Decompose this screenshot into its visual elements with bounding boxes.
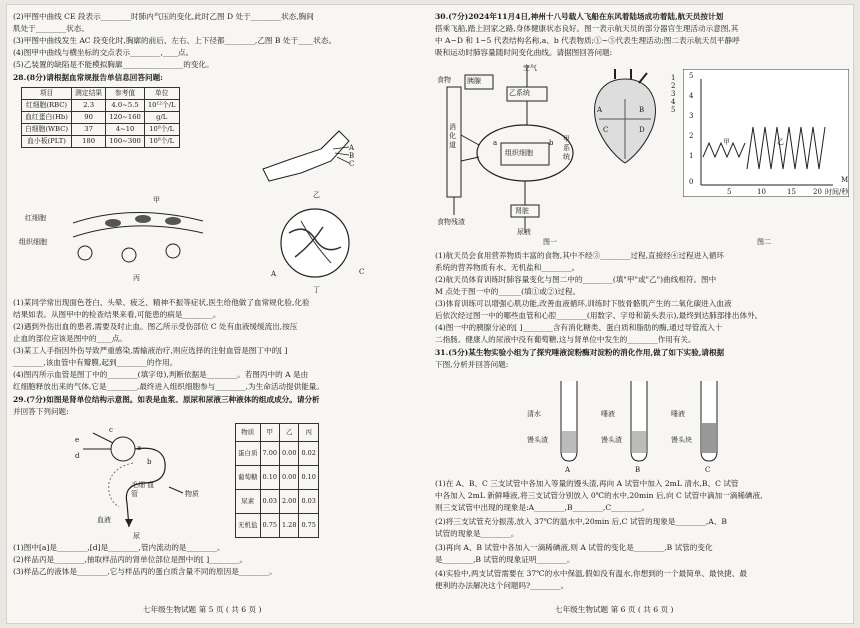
q28-line: (4)图丙所示血管是图丁中的________(填字母),判断依据是________。若图丙中的 A 是由: [13, 370, 309, 379]
chart-ytick: 1: [689, 152, 694, 160]
table-header: 甲: [260, 424, 279, 442]
q31-heading: 下图,分析并回答问题:: [435, 360, 509, 369]
capillary-figure: [73, 203, 203, 265]
table-header: 单位: [144, 88, 179, 100]
tube-b-name: B: [635, 466, 641, 474]
q29-line: (3)样品乙的液体是________,它与样品丙的蛋白质含量不同的原因是________。: [13, 567, 277, 576]
table-cell: 4.0~5.5: [106, 100, 145, 112]
table-header: 物质: [236, 424, 261, 442]
blood-report-table: [21, 87, 180, 148]
q30-line: M 点处于图一中的______(填①或②)过程。: [435, 287, 581, 296]
table-cell: 10¹²个/L: [144, 100, 179, 112]
q28-line: (1)某同学常出现面色苍白、头晕、疲乏、精神不振等症状,医生给他做了血常规化验,化验: [13, 298, 310, 307]
q31-line: 中各加入 2mL 新鲜唾液,将三支试管分别放入 0℃的水中,20min 后,向 C 试管中滴加一滴稀碘液,: [435, 491, 763, 500]
chart-xtick: 10: [757, 188, 766, 196]
q29-heading: 并回答下列问题:: [13, 407, 69, 416]
chart-xtick: 20: [813, 188, 822, 196]
q28-line: 红细胞释放出来的气体,它是________,最终进入组织细胞参与________,为生命活动提供能量。: [13, 382, 324, 391]
fig1-label-system-b: 乙系统: [509, 89, 530, 97]
kidney-label-c: c: [109, 426, 113, 434]
table-cell: 100~300: [106, 136, 145, 148]
q31-line: (3)再向 A、B 试管中各加入一滴稀碘液,则 A 试管的变化是________,B 试管的变化: [435, 543, 713, 552]
table-cell: g/L: [144, 112, 179, 124]
q29-line: (2)样品丙是________,抽取样品丙的肾单位部位是图中的[ ]________。: [13, 555, 248, 564]
leg-wound-figure: [261, 101, 371, 191]
table-cell: 蛋白质: [236, 442, 261, 466]
q29-heading: 29.(7分)如图是肾单位结构示意图。如表是血浆、原尿和尿液三种液体的组成成分。请分析: [13, 395, 320, 404]
table-row: [22, 112, 180, 124]
q27-line: 肌处于________状态。: [13, 24, 89, 33]
kidney-label-capillary: 毛细 血管: [131, 481, 155, 498]
q31-line: (4)实验中,两支试管需要在 37℃的水中保温,假如没有温水,你想到的一个最简单、最快捷、最: [435, 569, 747, 578]
table-cell: 90: [72, 112, 106, 124]
label-red-cell: 红细胞: [25, 214, 46, 222]
q31-line: 则三支试管中出现的现象是:A________,B________,C________。: [435, 503, 650, 512]
q28-line: 止血的部位应该是图中的____点。: [13, 334, 127, 343]
table-cell: 10⁹个/L: [144, 136, 179, 148]
chart-point-m: M: [841, 176, 849, 184]
table-cell: 红细胞(RBC): [22, 100, 72, 112]
table-cell: 0.10: [299, 466, 318, 490]
heart-label: 4: [671, 98, 676, 106]
q27-line: (2)甲图中曲线 CE 段表示________时肺内气压的变化,此时乙图 D 处于________状态,胸间: [13, 12, 314, 21]
heart-label: 5: [671, 106, 676, 114]
label-c: C: [349, 160, 355, 168]
tube-c-name: C: [705, 466, 711, 474]
q30-line: (1)航天员会食用营养物质丰富的食物,其中不经③________过程,直接经④过程进入循环: [435, 251, 724, 260]
table-cell: 尿素: [236, 490, 261, 514]
q30-line: 二指肠。健康人的尿液中没有葡萄糖,这与肾单位中发生的________作用有关。: [435, 335, 696, 344]
table-cell: 无机盐: [236, 514, 261, 538]
heart-label: B: [639, 106, 645, 114]
fig1-label-kidney: 肾脏: [515, 207, 529, 215]
q28-line: ________,该血管中有瓣膜,起到________的作用。: [13, 358, 178, 367]
q31-heading: 31.(5分)某生物实验小组为了探究唾液淀粉酶对淀粉的消化作用,做了如下实验,请根据: [435, 348, 725, 357]
label-a2: A: [271, 270, 277, 278]
table-cell: 0.75: [299, 514, 318, 538]
tube-b-bottom-label: 馒头渣: [601, 436, 622, 444]
chart-legend-jia: 甲: [723, 138, 730, 146]
q31-line: (1)在 A、B、C 三支试管中各加入等量的馒头渣,再向 A 试管中加入 2mL 清水,B、C 试管: [435, 479, 739, 488]
kidney-label-d: d: [75, 452, 80, 460]
q30-intro: 吸和运动时肺容量随时间变化曲线。请据图回答问题:: [435, 48, 613, 57]
q30-line: (3)体育训练可以增强心肌功能,改善血液循环,训练时下肢骨骼肌产生的二氧化碳进入血液: [435, 299, 732, 308]
chart-xtick: 15: [787, 188, 796, 196]
vessel-cross-figure: [275, 203, 355, 283]
fig1-label-urine: 尿液: [517, 228, 531, 236]
exam-sheet: [6, 4, 854, 624]
tube-a-bottom-label: 馒头渣: [527, 436, 548, 444]
q27-line: (3)甲图中曲线发生 AC 段变化时,胸廓的前后、左右、上下径都________,乙图 B 处于____状态。: [13, 36, 337, 45]
table-header: 项目: [22, 88, 72, 100]
kidney-label-a: a: [137, 444, 142, 452]
table-header: 乙: [279, 424, 298, 442]
page-footer: 七年级生物试题 第 5 页 ( 共 6 页 ): [143, 605, 262, 614]
label-yi: 乙: [313, 191, 320, 199]
table-row: [22, 100, 180, 112]
kidney-label-b: b: [147, 458, 152, 466]
table-row: [22, 136, 180, 148]
heart-label: A: [597, 106, 603, 114]
tube-c-bottom-label: 馒头块: [671, 436, 692, 444]
table-cell: 0.00: [279, 442, 298, 466]
q30-line: 后依次经过图一中的哪些血管和心腔________(用数字、字母和箭头表示),最终到达肺部排出体外。: [435, 311, 763, 320]
q30-line: (2)航天员体育训练时肺容量变化与图二中的________(填"甲"或"乙")曲线相符。图中: [435, 275, 717, 284]
chart-ytick: 3: [689, 112, 694, 120]
table-cell: 1.28: [279, 514, 298, 538]
chart-xtick: 5: [727, 188, 732, 196]
fig1-label-b: b: [549, 139, 554, 147]
kidney-label-substance: 物质: [185, 490, 199, 498]
urine-composition-table: [235, 423, 319, 538]
q28-line: 结果如表。从图甲中的检查结果来看,可能患的病是________。: [13, 310, 221, 319]
chart-ytick: 0: [689, 178, 694, 186]
table-cell: 血小板(PLT): [22, 136, 72, 148]
fig1-label-system-a: 甲系统: [563, 135, 570, 161]
fig1-label-waste: 食物残渣: [437, 218, 465, 226]
table-row: [22, 124, 180, 136]
table-header: 参考值: [106, 88, 145, 100]
table-cell: 2.3: [72, 100, 106, 112]
test-tubes-figure: [545, 377, 745, 469]
page-footer: 七年级生物试题 第 6 页 ( 共 6 页 ): [555, 605, 674, 614]
table-cell: 0.10: [260, 466, 279, 490]
table-cell: 0.02: [299, 442, 318, 466]
chart-ytick: 4: [689, 92, 694, 100]
page-5: [13, 5, 431, 625]
q30-intro: 30.(7分)2024年11月4日,神州十八号载人飞船在东风着陆场成功着陆,航天员按计划: [435, 12, 724, 21]
table-cell: 葡萄糖: [236, 466, 261, 490]
table-header: 测定结果: [72, 88, 106, 100]
q31-line: (2)将三支试管充分振荡,放入 37℃的温水中,20min 后,C 试管的现象是________,A、B: [435, 517, 727, 526]
fig1-name: 图一: [543, 238, 557, 246]
fig1-label-digest: 消化道: [449, 123, 456, 149]
label-jia: 甲: [153, 196, 160, 204]
q31-line: 试管的现象是________。: [435, 529, 519, 538]
table-row: [236, 442, 319, 466]
table-cell: 7.00: [260, 442, 279, 466]
heart-figure: [585, 69, 665, 169]
chart-xlabel: 时间/秒: [825, 188, 849, 196]
heart-label: C: [603, 126, 609, 134]
table-cell: 0.00: [279, 466, 298, 490]
tube-b-top-label: 唾液: [601, 410, 615, 418]
fig1-label-a: a: [493, 139, 498, 147]
label-c2: C: [359, 268, 365, 276]
table-cell: 血红蛋白(Hb): [22, 112, 72, 124]
q28-line: (3)某工人手指因外伤导致严重感染,需输液治疗,则应选择的注射血管是图丁中的[ ]: [13, 346, 288, 355]
fig1-label-air: 空气: [523, 64, 537, 72]
chart-legend-yi: 乙: [777, 138, 784, 146]
label-tissue-cell: 组织细胞: [19, 238, 47, 246]
q29-line: (1)图中[a]是________,[d]是________,管内流动的是________。: [13, 543, 225, 552]
chart-ytick: 2: [689, 132, 694, 140]
table-row: [236, 514, 319, 538]
heart-label: D: [639, 126, 645, 134]
q30-line: (4)图一中的胰腺分泌的[ ]________含有消化糖类、蛋白质和脂肪的酶,通过导管流入十: [435, 323, 723, 332]
table-cell: 4~10: [106, 124, 145, 136]
table-cell: 0.75: [260, 514, 279, 538]
table-cell: 0.03: [299, 490, 318, 514]
table-cell: 10⁹个/L: [144, 124, 179, 136]
table-cell: 180: [72, 136, 106, 148]
table-header: 丙: [299, 424, 318, 442]
q30-intro: 搭乘飞船,踏上回家之路,身体健康状态良好。图一表示航天员的部分器官生理活动示意图,其: [435, 24, 739, 33]
heart-label: 2: [671, 82, 676, 90]
tube-a-top-label: 清水: [527, 410, 541, 418]
tube-a-name: A: [565, 466, 571, 474]
label-ding: 丁: [313, 286, 320, 294]
kidney-label-e: e: [75, 436, 80, 444]
table-cell: 37: [72, 124, 106, 136]
heart-label: 1: [671, 74, 676, 82]
table-row: [236, 466, 319, 490]
label-bing: 丙: [133, 274, 140, 282]
page-6: [435, 5, 853, 625]
table-row: [236, 490, 319, 514]
kidney-label-blood: 血液: [97, 516, 111, 524]
table-cell: 2.00: [279, 490, 298, 514]
fig1-label-tissue: 组织细胞: [505, 149, 533, 157]
table-cell: 白细胞(WBC): [22, 124, 72, 136]
label-a: A: [349, 144, 355, 152]
q27-line: (5)乙装置的缺陷是不能模拟胸廓________________的变化。: [13, 60, 214, 69]
q30-intro: 中 A~D 和 1~5 代表结构名称,a、b 代表物质;①~⑤代表生理活动;图二表示航天员平静呼: [435, 36, 740, 45]
lung-volume-chart: [683, 69, 849, 197]
table-cell: 0.03: [260, 490, 279, 514]
q27-line: (4)图甲中曲线与横坐标的交点表示________,____点。: [13, 48, 194, 57]
tube-c-top-label: 唾液: [671, 410, 685, 418]
table-cell: 120~160: [106, 112, 145, 124]
label-b: B: [349, 152, 355, 160]
kidney-label-urine: 尿: [133, 532, 140, 540]
fig2-name: 图二: [757, 238, 771, 246]
q31-line: 便利的办法解决这个问题吗?________。: [435, 581, 569, 590]
q28-heading: 28.(8分)请根据血常规报告单信息回答问题:: [13, 73, 163, 82]
heart-label: 3: [671, 90, 676, 98]
fig1-label-pancreas: 胰腺: [467, 77, 481, 85]
nephron-figure: [73, 423, 213, 533]
q28-line: (2)遇到外伤出血的患者,需要及时止血。图乙所示受伤部位 C 处有血液缓缓流出,按压: [13, 322, 298, 331]
fig1-label-food: 食物: [437, 76, 451, 84]
q30-line: 系统的营养物质有水、无机盐和________。: [435, 263, 580, 272]
q31-line: 是________,B 试管的现象证明________。: [435, 555, 575, 564]
chart-ytick: 5: [689, 72, 694, 80]
